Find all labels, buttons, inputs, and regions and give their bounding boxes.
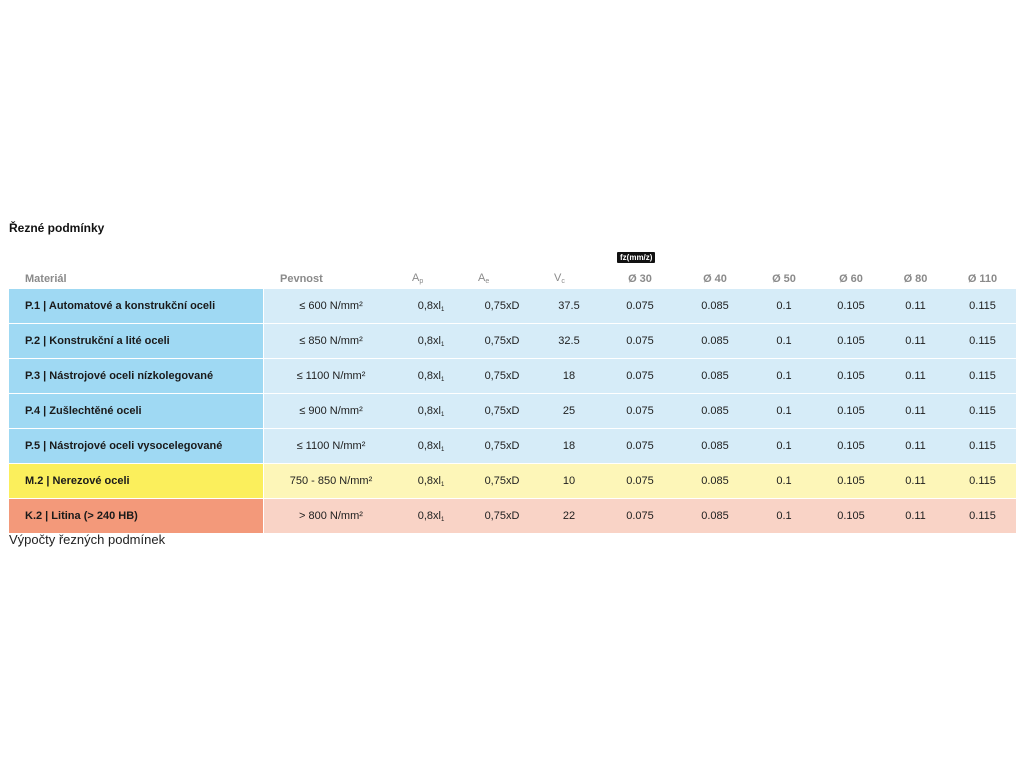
- d60-cell: 0.105: [820, 289, 882, 324]
- table-header: [9, 257, 1016, 289]
- ap-value: 0,8xl: [417, 404, 441, 417]
- material-cell: P.5 | Nástrojové oceli vysocelegované: [9, 429, 264, 464]
- header-material: Materiál: [25, 273, 67, 285]
- table-row: [9, 359, 1016, 394]
- vc-cell: 18: [540, 359, 598, 394]
- ap-sub: 1: [440, 376, 445, 383]
- d60-cell: 0.105: [820, 464, 882, 499]
- material-cell: P.1 | Automatové a konstrukční oceli: [9, 289, 264, 324]
- d50-cell: 0.1: [748, 324, 820, 359]
- header-d60: Ø 60: [839, 273, 863, 285]
- header-ae-label: A: [478, 272, 486, 284]
- d30-cell: 0.075: [598, 499, 682, 534]
- header-pevnost: Pevnost: [280, 273, 323, 285]
- ae-cell: 0,75xD: [464, 359, 540, 394]
- ap-value: 0,8xl: [417, 474, 441, 487]
- ap-cell: [398, 429, 464, 464]
- material-cell: K.2 | Litina (> 240 HB): [9, 499, 264, 534]
- d110-cell: 0.115: [949, 464, 1016, 499]
- table-row: [9, 324, 1016, 359]
- d80-cell: 0.11: [882, 394, 949, 429]
- d40-cell: 0.085: [682, 499, 748, 534]
- d30-cell: 0.075: [598, 359, 682, 394]
- d50-cell: 0.1: [748, 359, 820, 394]
- ap-cell: [398, 289, 464, 324]
- ap-value: 0,8xl: [417, 299, 441, 312]
- ae-cell: 0,75xD: [464, 289, 540, 324]
- pevnost-cell: ≤ 600 N/mm²: [264, 289, 398, 324]
- header-vc-sub: c: [561, 278, 565, 285]
- d50-cell: 0.1: [748, 289, 820, 324]
- table-row: [9, 289, 1016, 324]
- header-ap-sub: p: [419, 278, 424, 285]
- d40-cell: 0.085: [682, 464, 748, 499]
- ap-value: 0,8xl: [417, 439, 441, 452]
- d30-cell: 0.075: [598, 429, 682, 464]
- d30-cell: 0.075: [598, 464, 682, 499]
- ap-value: 0,8xl: [417, 509, 441, 522]
- d110-cell: 0.115: [949, 324, 1016, 359]
- d110-cell: 0.115: [949, 499, 1016, 534]
- ae-cell: 0,75xD: [464, 394, 540, 429]
- d30-cell: 0.075: [598, 324, 682, 359]
- d80-cell: 0.11: [882, 359, 949, 394]
- d60-cell: 0.105: [820, 394, 882, 429]
- vc-cell: 10: [540, 464, 598, 499]
- d110-cell: 0.115: [949, 359, 1016, 394]
- d80-cell: 0.11: [882, 429, 949, 464]
- header-ae-sub: e: [485, 278, 490, 285]
- ap-sub: 1: [440, 516, 445, 523]
- vc-cell: 32.5: [540, 324, 598, 359]
- vc-cell: 22: [540, 499, 598, 534]
- cutting-conditions-table: [9, 257, 1016, 534]
- header-vc: [540, 257, 598, 289]
- header-d40: Ø 40: [703, 273, 727, 285]
- material-cell: M.2 | Nerezové oceli: [9, 464, 264, 499]
- d50-cell: 0.1: [748, 394, 820, 429]
- header-vc-label: V: [554, 272, 562, 284]
- d80-cell: 0.11: [882, 464, 949, 499]
- table-body: [9, 289, 1016, 534]
- header-d80: Ø 80: [903, 273, 928, 285]
- header-d110: Ø 110: [967, 273, 998, 285]
- d80-cell: 0.11: [882, 289, 949, 324]
- material-cell: P.3 | Nástrojové oceli nízkolegované: [9, 359, 264, 394]
- ap-sub: 1: [440, 306, 445, 313]
- d50-cell: 0.1: [748, 429, 820, 464]
- ap-cell: [398, 464, 464, 499]
- ap-sub: 1: [440, 411, 445, 418]
- ap-sub: 1: [440, 341, 445, 348]
- header-d30: Ø 30: [628, 273, 652, 285]
- page-title: Řezné podmínky: [9, 221, 105, 235]
- d80-cell: 0.11: [882, 499, 949, 534]
- d50-cell: 0.1: [748, 499, 820, 534]
- ap-cell: [398, 499, 464, 534]
- pevnost-cell: 750 - 850 N/mm²: [264, 464, 398, 499]
- vc-cell: 25: [540, 394, 598, 429]
- pevnost-cell: ≤ 1100 N/mm²: [264, 429, 398, 464]
- vc-cell: 37.5: [540, 289, 598, 324]
- header-ap: [398, 257, 464, 289]
- d40-cell: 0.085: [682, 429, 748, 464]
- d110-cell: 0.115: [949, 289, 1016, 324]
- ap-value: 0,8xl: [417, 334, 441, 347]
- d40-cell: 0.085: [682, 359, 748, 394]
- table-row: [9, 464, 1016, 499]
- d30-cell: 0.075: [598, 394, 682, 429]
- d60-cell: 0.105: [820, 499, 882, 534]
- ae-cell: 0,75xD: [464, 429, 540, 464]
- vc-cell: 18: [540, 429, 598, 464]
- table-row: [9, 499, 1016, 534]
- pevnost-cell: ≤ 900 N/mm²: [264, 394, 398, 429]
- table-row: [9, 394, 1016, 429]
- header-d50: Ø 50: [772, 273, 796, 285]
- header-ap-label: A: [412, 272, 420, 284]
- ap-cell: [398, 324, 464, 359]
- d60-cell: 0.105: [820, 429, 882, 464]
- ae-cell: 0,75xD: [464, 324, 540, 359]
- d60-cell: 0.105: [820, 359, 882, 394]
- material-cell: P.2 | Konstrukční a lité oceli: [9, 324, 264, 359]
- header-ae: [464, 257, 540, 289]
- ae-cell: 0,75xD: [464, 464, 540, 499]
- d50-cell: 0.1: [748, 464, 820, 499]
- ap-sub: 1: [440, 481, 445, 488]
- ap-value: 0,8xl: [417, 369, 441, 382]
- ae-cell: 0,75xD: [464, 499, 540, 534]
- table-caption: Výpočty řezných podmínek: [9, 532, 166, 547]
- pevnost-cell: > 800 N/mm²: [264, 499, 398, 534]
- d60-cell: 0.105: [820, 324, 882, 359]
- fz-unit-badge: fz(mm/z): [617, 252, 655, 263]
- d80-cell: 0.11: [882, 324, 949, 359]
- d40-cell: 0.085: [682, 289, 748, 324]
- ap-sub: 1: [440, 446, 445, 453]
- d40-cell: 0.085: [682, 394, 748, 429]
- d110-cell: 0.115: [949, 429, 1016, 464]
- ap-cell: [398, 394, 464, 429]
- table-row: [9, 429, 1016, 464]
- d40-cell: 0.085: [682, 324, 748, 359]
- d110-cell: 0.115: [949, 394, 1016, 429]
- d30-cell: 0.075: [598, 289, 682, 324]
- ap-cell: [398, 359, 464, 394]
- pevnost-cell: ≤ 850 N/mm²: [264, 324, 398, 359]
- pevnost-cell: ≤ 1100 N/mm²: [264, 359, 398, 394]
- material-cell: P.4 | Zušlechtěné oceli: [9, 394, 264, 429]
